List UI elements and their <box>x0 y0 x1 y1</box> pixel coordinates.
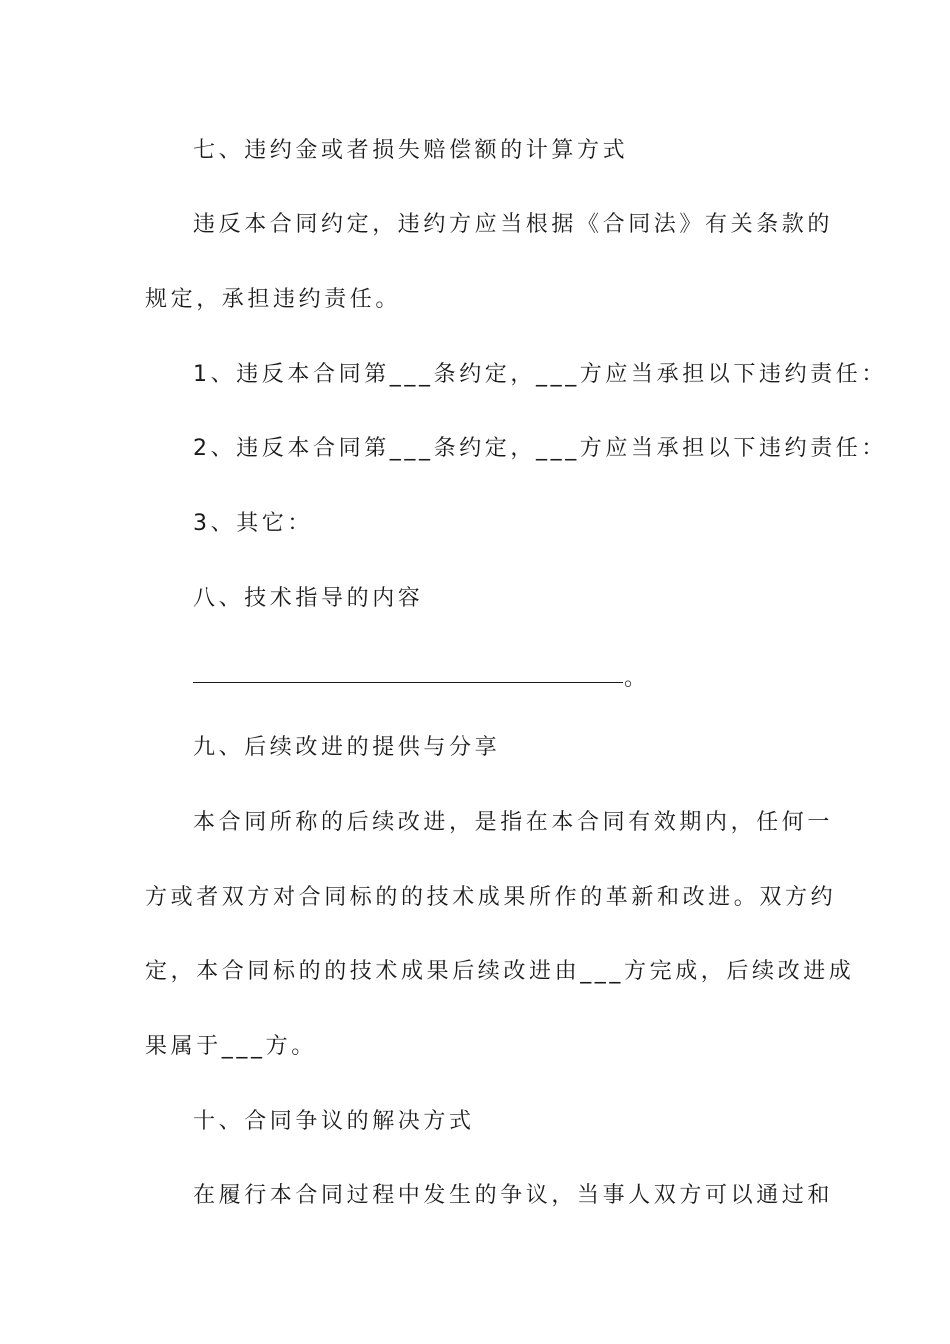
paragraph-line: 定，本合同标的的技术成果后续改进由___方完成，后续改进成 <box>145 959 855 984</box>
paragraph-line: 果属于___方。 <box>145 1034 317 1059</box>
clause-item-3: 3、其它： <box>193 511 313 536</box>
paragraph-line: 违反本合同约定，违约方应当根据《合同法》有关条款的 <box>193 212 834 237</box>
fill-in-blank-line <box>193 682 623 683</box>
paragraph-line: 在履行本合同过程中发生的争议，当事人双方可以通过和 <box>193 1183 834 1208</box>
section-10-heading: 十、合同争议的解决方式 <box>193 1109 475 1134</box>
clause-item-2: 2、违反本合同第___条约定，___方应当承担以下违约责任： <box>193 436 887 461</box>
paragraph-line: 方或者双方对合同标的的技术成果所作的革新和改进。双方约 <box>145 885 837 910</box>
clause-item-1: 1、违反本合同第___条约定，___方应当承担以下违约责任： <box>193 362 887 387</box>
paragraph-line: 本合同所称的后续改进，是指在本合同有效期内，任何一 <box>193 810 834 835</box>
section-9-heading: 九、后续改进的提供与分享 <box>193 735 501 760</box>
section-7-heading: 七、违约金或者损失赔偿额的计算方式 <box>193 138 629 163</box>
blank-line-period: 。 <box>624 666 647 691</box>
section-8-heading: 八、技术指导的内容 <box>193 586 424 611</box>
paragraph-line: 规定，承担违约责任。 <box>145 287 402 312</box>
